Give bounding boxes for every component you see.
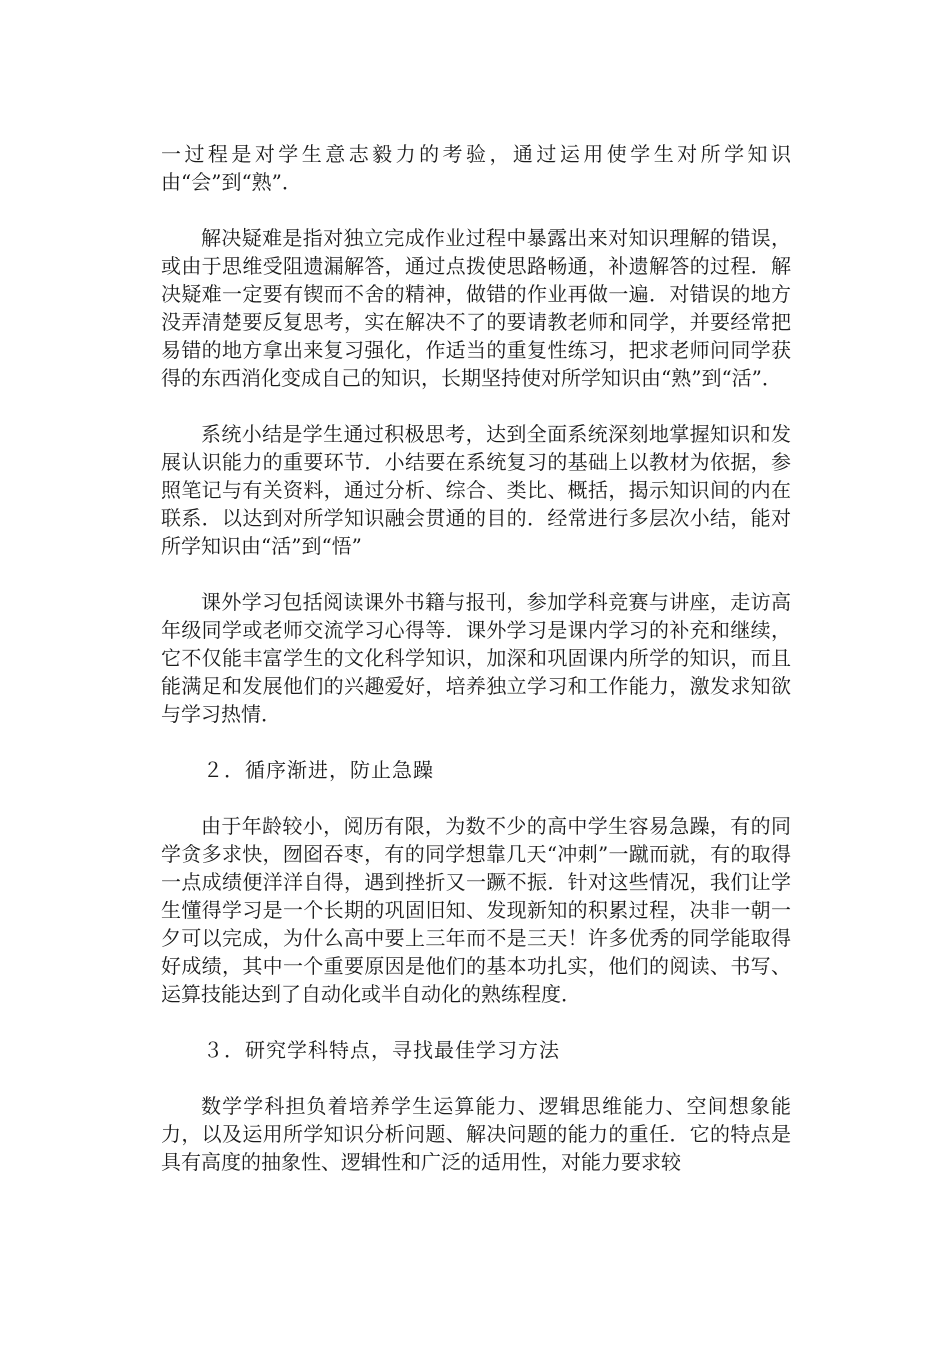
document-page (161, 140, 791, 1204)
paragraph-continuation: 一过程是对学生意志毅力的考验，通过运用使学生对所学知识由“会”到“熟”． (161, 142, 791, 194)
paragraph-system-summary: 系统小结是学生通过积极思考，达到全面系统深刻地掌握知识和发展认识能力的重要环节．小结要在系统复习的基础上以教材为依据，参照笔记与有关资料，通过分析、综合、类比、概括，揭示知识间的内在联系．以达到对所学知识融会贯通的目的．经常进行多层次小结，能对所学知识由“活”到“悟” (161, 422, 791, 558)
section-heading-2: ２．循序渐进，防止急躁 (203, 758, 434, 782)
paragraph-resolve-difficulties: 解决疑难是指对独立完成作业过程中暴露出来对知识理解的错误，或由于思维受阻遗漏解答，通过点拨使思路畅通，补遗解答的过程．解决疑难一定要有锲而不舍的精神，做错的作业再做一遍．对错误的地方没弄清楚要反复思考，实在解决不了的要请教老师和同学，并要经常把易错的地方拿出来复习强化，作适当的重复性练习，把求老师问同学获得的东西消化变成自己的知识，长期坚持使对所学知识由“熟”到“活”． (161, 226, 791, 390)
paragraph-gradual-progress: 由于年龄较小，阅历有限，为数不少的高中学生容易急躁，有的同学贪多求快，囫囵吞枣，有的同学想靠几天“冲刺”一蹴而就，有的取得一点成绩便洋洋自得，遇到挫折又一蹶不振．针对这些情况，我们让学生懂得学习是一个长期的巩固旧知、发现新知的积累过程，决非一朝一夕可以完成，为什么高中要上三年而不是三天！许多优秀的同学能取得好成绩，其中一个重要原因是他们的基本功扎实，他们的阅读、书写、运算技能达到了自动化或半自动化的熟练程度． (161, 814, 791, 1006)
paragraph-extracurricular-study: 课外学习包括阅读课外书籍与报刊，参加学科竞赛与讲座，走访高年级同学或老师交流学习心得等．课外学习是课内学习的补充和继续，它不仅能丰富学生的文化科学知识，加深和巩固课内所学的知识，而且能满足和发展他们的兴趣爱好，培养独立学习和工作能力，激发求知欲与学习热情． (161, 590, 791, 726)
section-heading-3: ３．研究学科特点，寻找最佳学习方法 (203, 1038, 560, 1062)
paragraph-math-subject: 数学学科担负着培养学生运算能力、逻辑思维能力、空间想象能力，以及运用所学知识分析问题、解决问题的能力的重任．它的特点是具有高度的抽象性、逻辑性和广泛的适用性，对能力要求较 (161, 1094, 791, 1174)
